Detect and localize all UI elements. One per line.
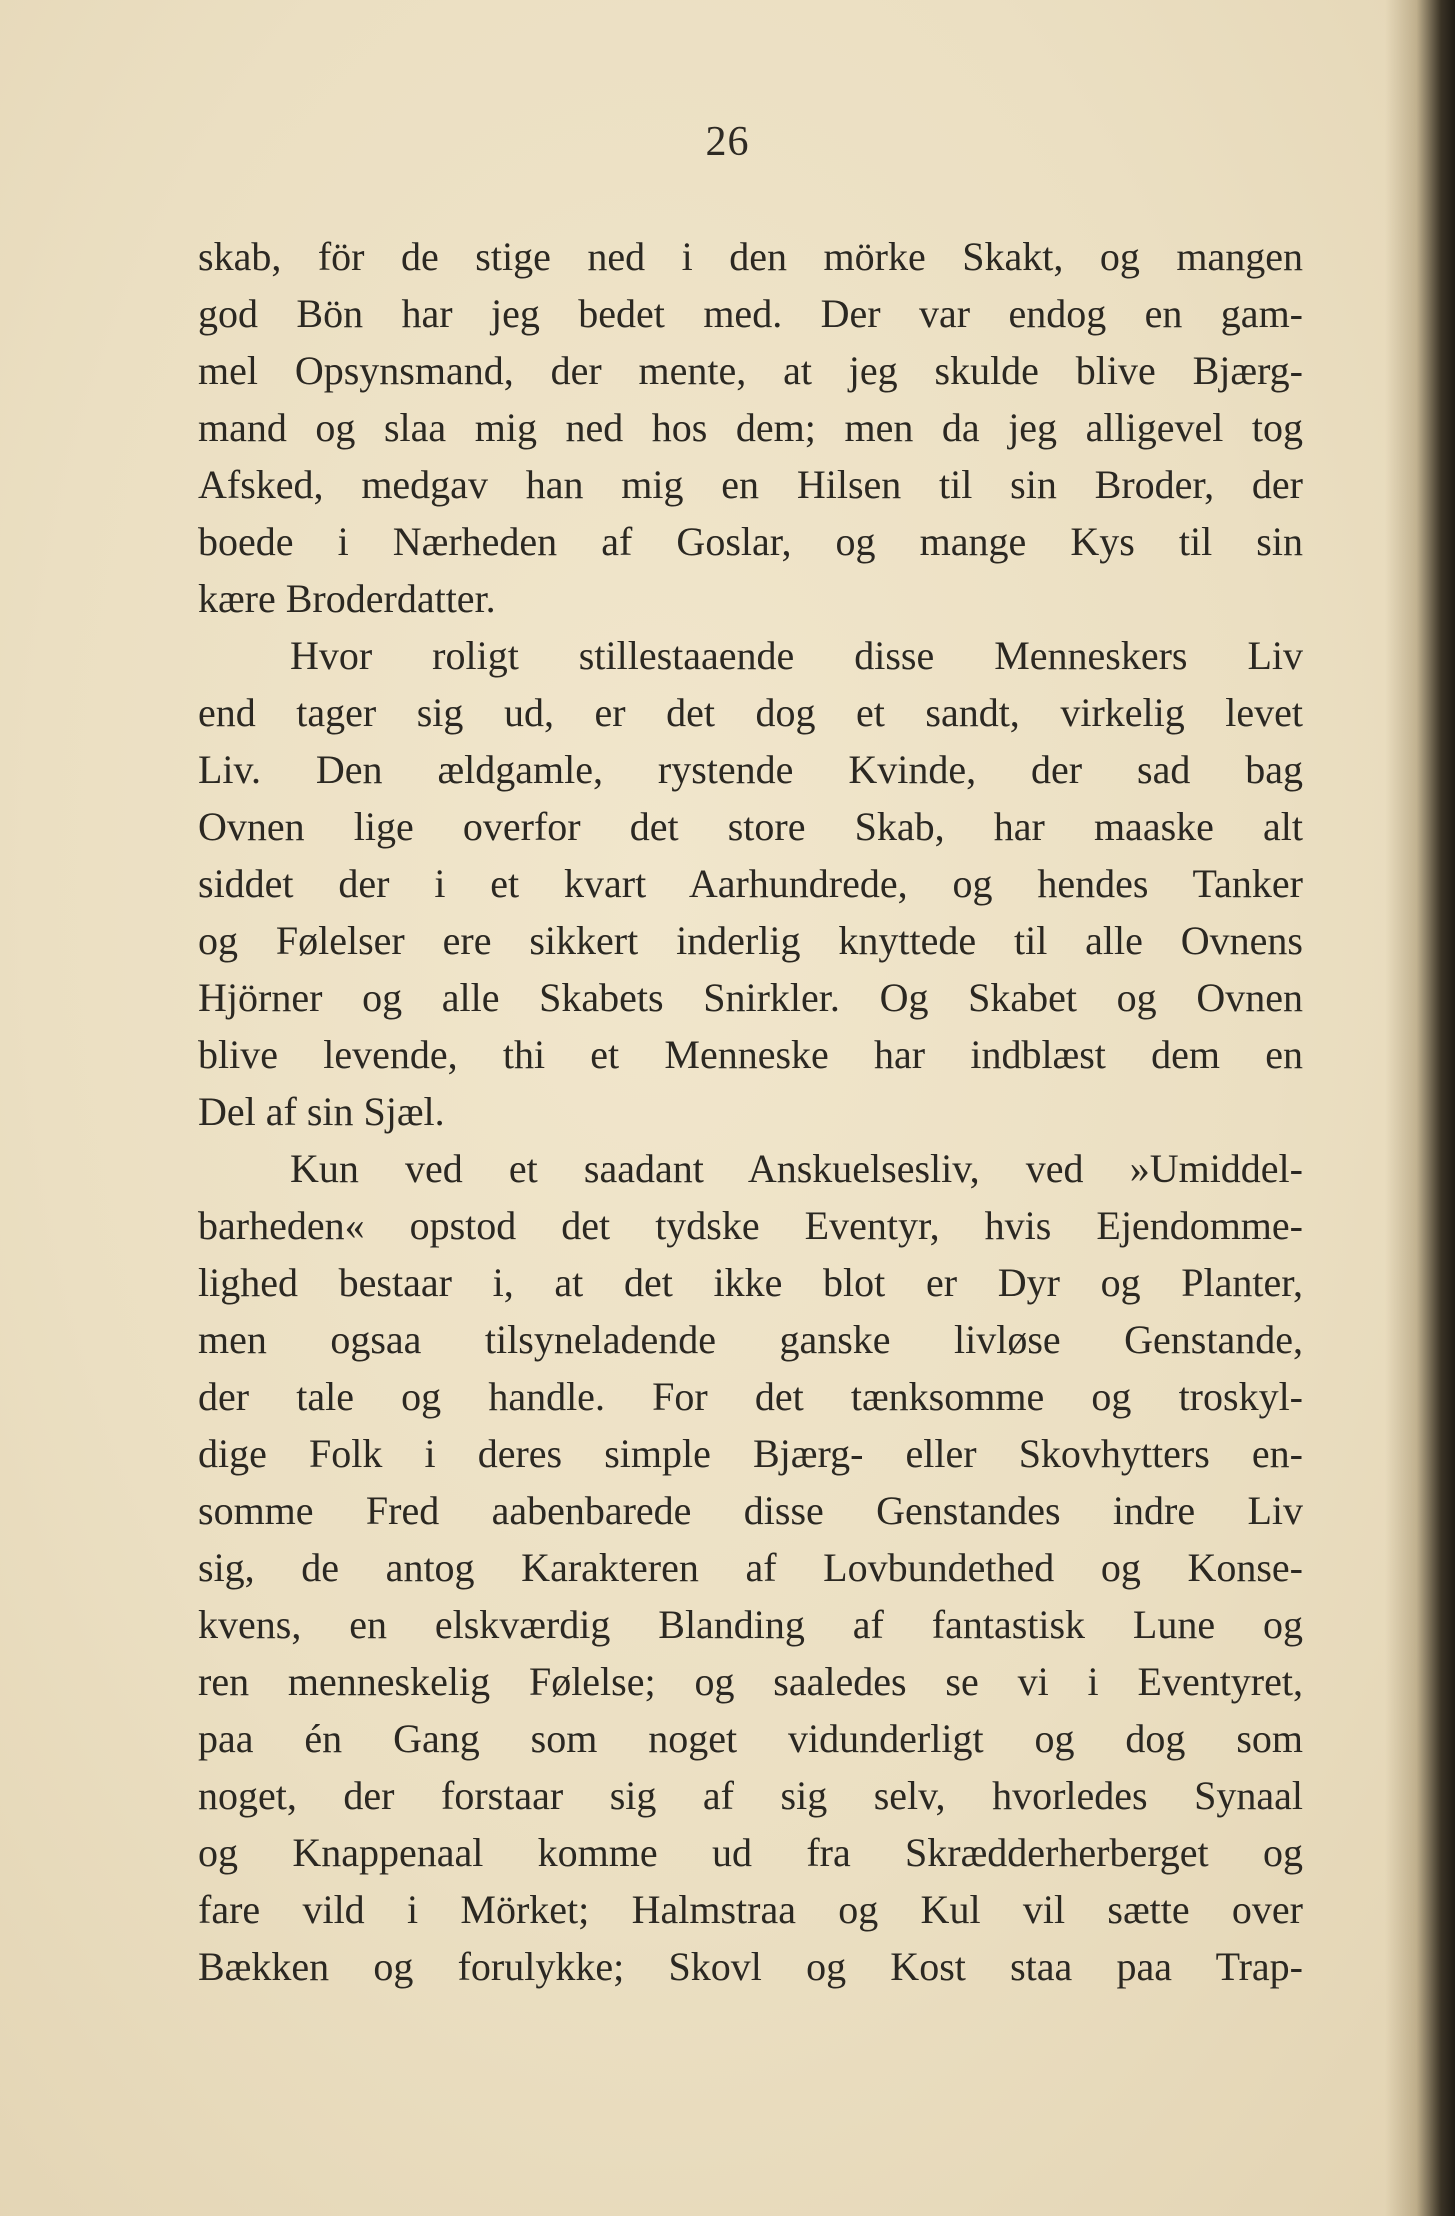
- text-line: Hvor roligt stillestaaende disse Menneskers Liv: [290, 633, 1303, 678]
- text-line: boede i Nærheden af Goslar, og mange Kys til sin: [198, 519, 1303, 564]
- text-line: blive levende, thi et Menneske har indblæst dem en: [198, 1032, 1303, 1077]
- text-line: siddet der i et kvart Aarhundrede, og hendes Tanker: [198, 861, 1303, 906]
- paragraph: [198, 627, 1303, 1140]
- page-binding-shadow: [1385, 0, 1455, 2216]
- text-line: god Bön har jeg bedet med. Der var endog en gam-: [198, 291, 1303, 336]
- text-line: dige Folk i deres simple Bjærg- eller Skovhytters en-: [198, 1431, 1303, 1476]
- text-line: Del af sin Sjæl.: [198, 1089, 445, 1134]
- page-number: 26: [705, 119, 750, 165]
- text-line: ren menneskelig Følelse; og saaledes se vi i Eventyret,: [198, 1659, 1303, 1704]
- text-line: end tager sig ud, er det dog et sandt, virkelig levet: [198, 690, 1303, 735]
- text-line: kvens, en elskværdig Blanding af fantastisk Lune og: [198, 1602, 1303, 1647]
- text-line: Afsked, medgav han mig en Hilsen til sin Broder, der: [198, 462, 1303, 507]
- text-line: og Knappenaal komme ud fra Skrædderherberget og: [198, 1830, 1303, 1875]
- text-line: der tale og handle. For det tænksomme og troskyl-: [198, 1374, 1303, 1419]
- text-line: og Følelser ere sikkert inderlig knyttede til alle Ovnens: [198, 918, 1303, 963]
- text-line: Liv. Den ældgamle, rystende Kvinde, der sad bag: [198, 747, 1303, 792]
- text-line: mel Opsynsmand, der mente, at jeg skulde blive Bjærg-: [198, 348, 1303, 393]
- text-line: barheden« opstod det tydske Eventyr, hvis Ejendomme-: [198, 1203, 1303, 1248]
- text-line: Kun ved et saadant Anskuelsesliv, ved »Umiddel-: [290, 1146, 1303, 1191]
- body-text: [198, 228, 1303, 1995]
- paragraph: [198, 228, 1303, 627]
- text-line: Ovnen lige overfor det store Skab, har maaske alt: [198, 804, 1303, 849]
- text-line: kære Broderdatter.: [198, 576, 496, 621]
- text-line: somme Fred aabenbarede disse Genstandes indre Liv: [198, 1488, 1303, 1533]
- text-line: Hjörner og alle Skabets Snirkler. Og Skabet og Ovnen: [198, 975, 1303, 1020]
- text-line: sig, de antog Karakteren af Lovbundethed og Konse-: [198, 1545, 1303, 1590]
- text-line: noget, der forstaar sig af sig selv, hvorledes Synaal: [198, 1773, 1303, 1818]
- paragraph: [198, 1140, 1303, 1995]
- text-line: Bækken og forulykke; Skovl og Kost staa paa Trap-: [198, 1944, 1303, 1989]
- text-line: men ogsaa tilsyneladende ganske livløse Genstande,: [198, 1317, 1303, 1362]
- text-line: skab, för de stige ned i den mörke Skakt, og mangen: [198, 234, 1303, 279]
- text-line: mand og slaa mig ned hos dem; men da jeg alligevel tog: [198, 405, 1303, 450]
- text-line: fare vild i Mörket; Halmstraa og Kul vil sætte over: [198, 1887, 1303, 1932]
- text-line: paa én Gang som noget vidunderligt og dog som: [198, 1716, 1303, 1761]
- text-line: lighed bestaar i, at det ikke blot er Dyr og Planter,: [198, 1260, 1303, 1305]
